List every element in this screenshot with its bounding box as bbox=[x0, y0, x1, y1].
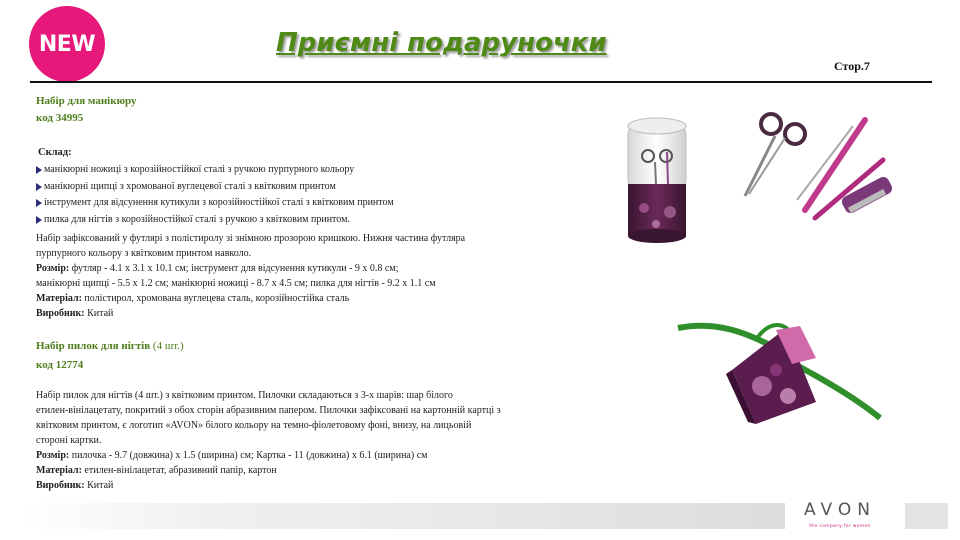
arrow-bullet-icon bbox=[36, 183, 42, 191]
product2-name: Набір пилок для нігтів (4 шт.) bbox=[36, 340, 184, 352]
description-line: Набір зафіксований у футлярі з полістиролу зі знімною прозорою кришкою. Нижня частина футляра bbox=[36, 233, 466, 244]
product1-code: код 34995 bbox=[36, 112, 84, 124]
material-line: Матеріал: етилен-вінілацетат, абразивний папір, картон bbox=[36, 465, 277, 476]
list-item: манікюрні щипці з хромованої вуглецевої сталі з квітковим принтом bbox=[36, 179, 394, 196]
size-line: Розмір: футляр - 4.1 x 3.1 x 10.1 см; інструмент для відсунення кутикули - 9 x 0.8 см; bbox=[36, 263, 399, 274]
composition-label: Склад: bbox=[38, 147, 72, 158]
page-title: Приємні подаруночки bbox=[276, 28, 607, 58]
product1-details bbox=[36, 231, 616, 321]
size-line: манікюрні щипці - 5.5 x 1.2 см; манікюрні ножиці - 8.7 x 4.5 см; пилка для нігтів - 9.2 x 1.1 см bbox=[36, 278, 436, 289]
list-item: інструмент для відсунення кутикули з корозійностійкої сталі з квітковим принтом bbox=[36, 195, 394, 212]
arrow-bullet-icon bbox=[36, 199, 42, 207]
description-line: Набір пилок для нігтів (4 шт.) з квітковим принтом. Пилочки складаються з 3-х шарів: шар білого bbox=[36, 390, 453, 401]
size-line: Розмір: пилочка - 9.7 (довжина) х 1.5 (ширина) см; Картка - 11 (довжина) х 6.1 (ширина) см bbox=[36, 450, 428, 461]
footer-bar-end bbox=[905, 503, 948, 529]
description-line: пурпурного кольору з квітковим принтом навколо. bbox=[36, 248, 252, 259]
description-line: стороні картки. bbox=[36, 435, 102, 446]
avon-tagline: the company for women bbox=[809, 524, 871, 529]
material-line: Матеріал: полістирол, хромована вуглецева сталь, корозійностійка сталь bbox=[36, 293, 350, 304]
manicure-tools-image bbox=[735, 108, 910, 228]
product1-name: Набір для манікюру bbox=[36, 95, 137, 107]
avon-logo: AVON bbox=[804, 500, 876, 520]
footer-bar bbox=[20, 503, 785, 529]
maker-line: Виробник: Китай bbox=[36, 308, 114, 319]
description-line: етилен-вінілацетату, покритий з обох сторін абразивним папером. Пилочки зафіксовані на картонній картці з bbox=[36, 405, 501, 416]
list-item: манікюрні ножиці з корозійностійкої сталі з ручкою пурпурного кольору bbox=[36, 162, 394, 179]
new-badge-text: NEW bbox=[38, 31, 96, 57]
list-item: пилка для нігтів з корозійностійкої сталі з ручкою з квітковим принтом. bbox=[36, 212, 394, 229]
header-divider bbox=[30, 81, 932, 83]
arrow-bullet-icon bbox=[36, 166, 42, 174]
new-badge bbox=[29, 6, 105, 82]
product2-code: код 12774 bbox=[36, 359, 84, 371]
product2-details bbox=[36, 388, 616, 493]
page-number: Стор.7 bbox=[834, 59, 870, 73]
arrow-bullet-icon bbox=[36, 216, 42, 224]
nail-file-card-image bbox=[668, 300, 888, 425]
manicure-case-image bbox=[622, 112, 698, 246]
description-line: квітковим принтом, є логотип «AVON» білого кольору на темно-фіолетовому фоні, внизу, на лицьовій bbox=[36, 420, 472, 431]
composition-list bbox=[36, 162, 394, 228]
maker-line: Виробник: Китай bbox=[36, 480, 114, 491]
